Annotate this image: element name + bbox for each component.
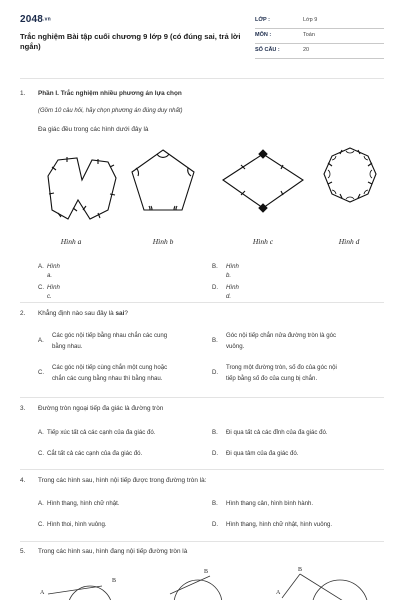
divider: [20, 78, 384, 79]
option-text: Cắt tất cả các cạnh của đa giác đó.: [47, 450, 143, 457]
option-letter: A.: [38, 429, 44, 436]
option-text-line2: tiếp bằng số đo của cung bị chắn.: [226, 375, 318, 382]
option-text: Hình thang cân, hình bình hành.: [226, 500, 314, 507]
option-letter: D.: [212, 521, 219, 528]
option-text: Hình thang, hình chữ nhật.: [47, 500, 120, 507]
section-note: (Gồm 10 câu hỏi, hãy chọn phương án đúng duy nhất): [38, 108, 183, 114]
section-title: Phần I. Trắc nghiệm nhiều phương án lựa chọn: [38, 90, 182, 97]
figure-label-d: Hình d: [338, 237, 360, 246]
figure-c-shape: [223, 154, 303, 208]
option-letter: B.: [212, 263, 218, 270]
document-header: [20, 14, 384, 62]
option-letter: C.: [38, 369, 45, 376]
point-label: A: [276, 590, 281, 596]
question-text: Đường tròn ngoại tiếp đa giác là đường tròn: [38, 405, 164, 412]
option-letter: D.: [212, 284, 219, 291]
divider: [20, 469, 384, 470]
question-text: [38, 310, 378, 317]
option-text: Hình a.: [47, 263, 60, 279]
option-letter: C.: [38, 521, 45, 528]
inscribed-figures: [20, 564, 384, 600]
point-label: B: [298, 567, 303, 573]
document-title: Trắc nghiệm Bài tập cuối chương 9 lớp 9 (có đúng sai, trả lời ngắn): [20, 32, 241, 51]
chord-line: [48, 586, 102, 594]
figure-d-shape: [324, 148, 376, 202]
option-letter: A.: [38, 263, 44, 270]
option-text-line1: Các góc nội tiếp cùng chắn một cung hoặc: [52, 364, 168, 371]
option-text-line2: bằng nhau.: [52, 343, 83, 350]
answer-option-d[interactable]: [212, 363, 382, 385]
point-label: B: [204, 569, 209, 575]
figure-label-b: Hình b: [152, 237, 174, 246]
polygon-figures: [20, 140, 384, 240]
option-text: Đi qua tất cả các đỉnh của đa giác đó.: [226, 429, 328, 436]
point-label: A: [40, 590, 45, 596]
logo-main: 2048: [20, 14, 44, 25]
meta-label: MÔN :: [255, 32, 272, 38]
figure-a-shape: [48, 158, 116, 219]
answer-option-b[interactable]: [212, 331, 382, 353]
option-text: Hình c.: [47, 284, 60, 300]
option-text: Hình b.: [226, 263, 239, 279]
question-number: 1.: [20, 90, 26, 97]
chord-line: [300, 574, 348, 600]
figure-label-a: Hình a: [60, 237, 82, 246]
option-letter: A.: [38, 337, 44, 344]
circle-shape: [174, 580, 222, 600]
option-text: Hình thoi, hình vuông.: [47, 521, 107, 528]
circle-shape: [312, 580, 368, 600]
figure-b-shape: [132, 150, 194, 210]
question-number: 5.: [20, 548, 26, 555]
option-letter: C.: [38, 450, 45, 457]
meta-row-count: [255, 44, 384, 59]
question-number: 2.: [20, 310, 26, 317]
logo-suffix: .vn: [43, 16, 51, 23]
option-letter: A.: [38, 500, 44, 507]
meta-value: Toán: [303, 32, 315, 38]
divider: [20, 397, 384, 398]
option-text-line2: chắn các cung bằng nhau thì bằng nhau.: [52, 375, 163, 382]
question-emphasis: sai: [115, 310, 125, 317]
option-text-line1: Góc nội tiếp chắn nửa đường tròn là góc: [226, 332, 337, 339]
option-letter: B.: [212, 500, 218, 507]
option-letter: D.: [212, 369, 219, 376]
meta-row-subject: [255, 29, 384, 44]
question-text: Trong các hình sau, hình đang nội tiếp đường tròn là: [38, 548, 188, 555]
meta-label: SỐ CÂU :: [255, 47, 280, 53]
divider: [20, 302, 384, 303]
meta-label: LỚP :: [255, 17, 270, 23]
option-letter: B.: [212, 429, 218, 436]
option-text-line1: Trong một đường tròn, số đo của góc nội: [226, 364, 337, 371]
question-number: 4.: [20, 477, 26, 484]
site-logo[interactable]: [20, 14, 51, 25]
answer-option-c[interactable]: [38, 363, 213, 385]
option-text: Tiếp xúc tất cả các cạnh của đa giác đó.: [47, 429, 156, 436]
option-letter: B.: [212, 337, 218, 344]
chord-line: [282, 574, 300, 598]
chord-line: [170, 576, 210, 594]
question-3: [20, 405, 384, 463]
question-text: Đa giác đều trong các hình dưới đây là: [38, 126, 149, 133]
question-text: Trong các hình sau, hình nội tiếp được trong đường tròn là:: [38, 477, 207, 484]
option-text-line1: Các góc nội tiếp bằng nhau chắn các cung: [52, 332, 168, 339]
option-text: Hình d.: [226, 284, 239, 300]
meta-table: [255, 14, 384, 59]
point-label: B: [112, 578, 117, 584]
option-text: Hình thang, hình chữ nhật, hình vuông.: [226, 521, 333, 528]
question-text-post: ?: [124, 310, 128, 317]
meta-value: Lớp 9: [303, 17, 318, 23]
meta-value: 20: [303, 47, 310, 53]
question-text-pre: Khẳng định nào sau đây là: [38, 310, 116, 317]
question-number: 3.: [20, 405, 26, 412]
option-text: Đi qua tâm của đa giác đó.: [226, 450, 299, 457]
question-5: [20, 548, 384, 600]
question-1: [20, 90, 384, 300]
option-letter: C.: [38, 284, 45, 291]
divider: [20, 541, 384, 542]
figure-label-c: Hình c: [252, 237, 274, 246]
option-letter: D.: [212, 450, 219, 457]
question-4: [20, 477, 384, 535]
answer-option-a[interactable]: [38, 331, 213, 353]
question-2: [20, 310, 384, 390]
option-text-line2: vuông.: [226, 343, 245, 350]
meta-row-class: [255, 14, 384, 29]
